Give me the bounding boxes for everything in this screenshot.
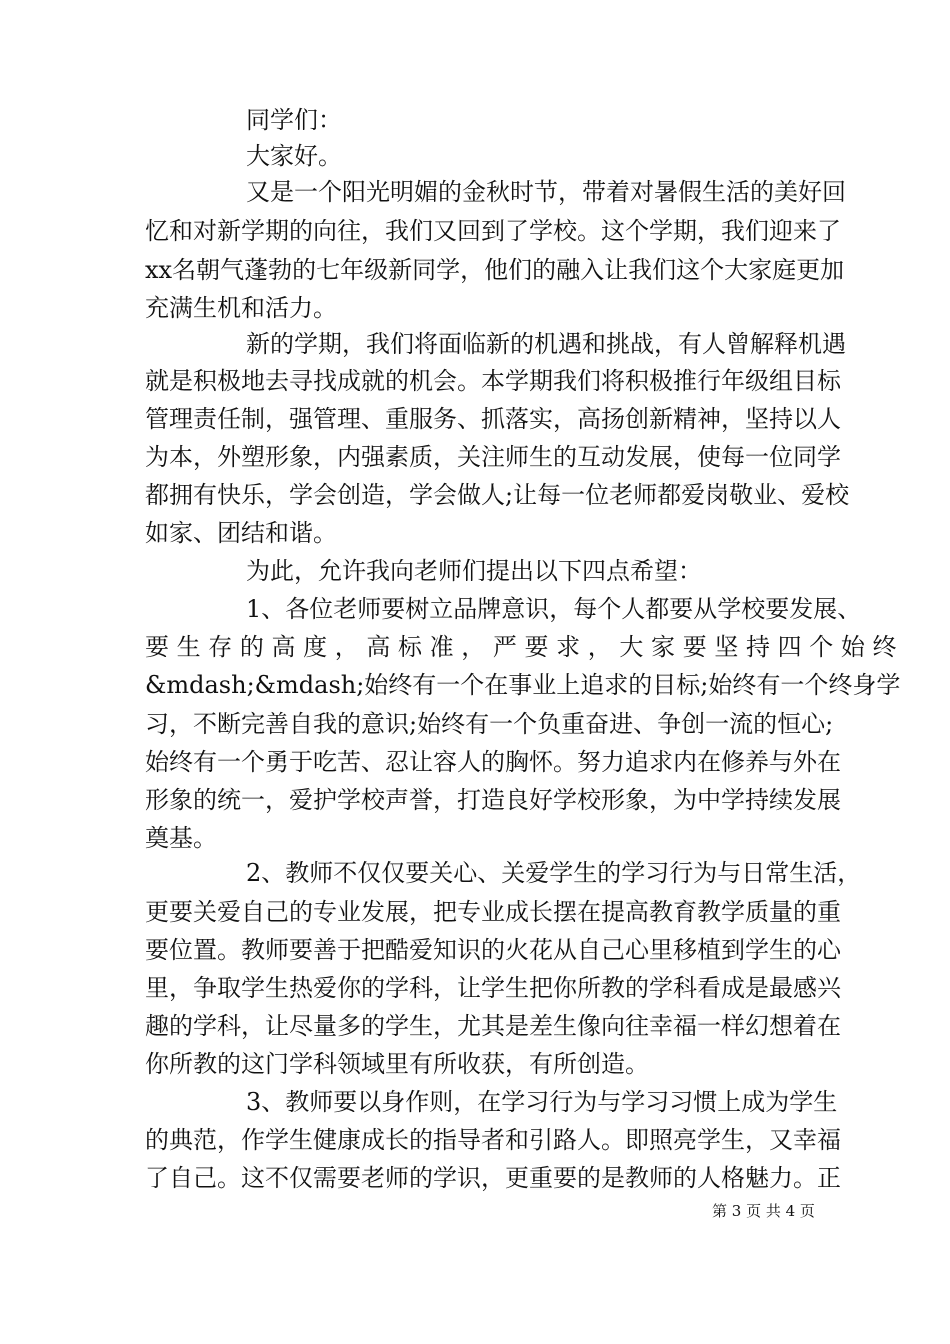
page-number-footer: 第 3 页 共 4 页 bbox=[712, 1202, 815, 1220]
paragraph-line: 3、教师要以身作则，在学习行为与学习习惯上成为学生 bbox=[246, 1088, 838, 1116]
paragraph-line: 形象的统一，爱护学校声誉，打造良好学校形象，为中学持续发展 bbox=[145, 786, 841, 814]
paragraph-line: 充满生机和活力。 bbox=[145, 294, 337, 322]
paragraph-line: 大家好。 bbox=[246, 142, 342, 170]
paragraph-line: 就是积极地去寻找成就的机会。本学期我们将积极推行年级组目标 bbox=[145, 367, 841, 395]
paragraph-line: 习，不断完善自我的意识;始终有一个负重奋进、争创一流的恒心; bbox=[145, 710, 834, 738]
paragraph-line: 更要关爱自己的专业发展，把专业成长摆在提高教育教学质量的重 bbox=[145, 898, 841, 926]
paragraph-line: 为此，允许我向老师们提出以下四点希望： bbox=[246, 557, 702, 585]
paragraph-line: 如家、团结和谐。 bbox=[145, 519, 337, 547]
paragraph-line: 同学们： bbox=[246, 106, 342, 134]
paragraph-line: 忆和对新学期的向往，我们又回到了学校。这个学期，我们迎来了 bbox=[145, 217, 841, 245]
paragraph-line: 为本，外塑形象，内强素质，关注师生的互动发展，使每一位同学 bbox=[145, 443, 841, 471]
paragraph-line: &mdash;&mdash;始终有一个在事业上追求的目标;始终有一个终身学 bbox=[145, 671, 901, 699]
paragraph-line: 管理责任制，强管理、重服务、抓落实，高扬创新精神，坚持以人 bbox=[145, 405, 841, 433]
paragraph-line: 要位置。教师要善于把酷爱知识的火花从自己心里移植到学生的心 bbox=[145, 936, 841, 964]
paragraph-line: 又是一个阳光明媚的金秋时节，带着对暑假生活的美好回 bbox=[246, 178, 846, 206]
paragraph-line: 要 生 存 的 高 度 ， 高 标 准 ， 严 要 求 ， 大 家 要 坚 持 四 个 始 终 bbox=[145, 633, 897, 661]
paragraph-line: 了自己。这不仅需要老师的学识，更重要的是教师的人格魅力。正 bbox=[145, 1164, 841, 1192]
paragraph-line: 新的学期，我们将面临新的机遇和挑战，有人曾解释机遇 bbox=[246, 330, 846, 358]
paragraph-line: 里，争取学生热爱你的学科，让学生把你所教的学科看成是最感兴 bbox=[145, 974, 841, 1002]
paragraph-line: 趣的学科，让尽量多的学生，尤其是差生像向往幸福一样幻想着在 bbox=[145, 1012, 841, 1040]
paragraph-line: 1、各位老师要树立品牌意识，每个人都要从学校要发展、 bbox=[246, 595, 862, 623]
paragraph-line: 始终有一个勇于吃苦、忍让容人的胸怀。努力追求内在修养与外在 bbox=[145, 748, 841, 776]
paragraph-line: 奠基。 bbox=[145, 824, 217, 852]
paragraph-line: 的典范，作学生健康成长的指导者和引路人。即照亮学生，又幸福 bbox=[145, 1126, 841, 1154]
paragraph-line: 2、教师不仅仅要关心、关爱学生的学习行为与日常生活， bbox=[246, 859, 862, 887]
paragraph-line: 都拥有快乐，学会创造，学会做人;让每一位老师都爱岗敬业、爱校 bbox=[145, 481, 850, 509]
paragraph-line: xx名朝气蓬勃的七年级新同学，他们的融入让我们这个大家庭更加 bbox=[145, 256, 845, 284]
paragraph-line: 你所教的这门学科领域里有所收获，有所创造。 bbox=[145, 1050, 649, 1078]
